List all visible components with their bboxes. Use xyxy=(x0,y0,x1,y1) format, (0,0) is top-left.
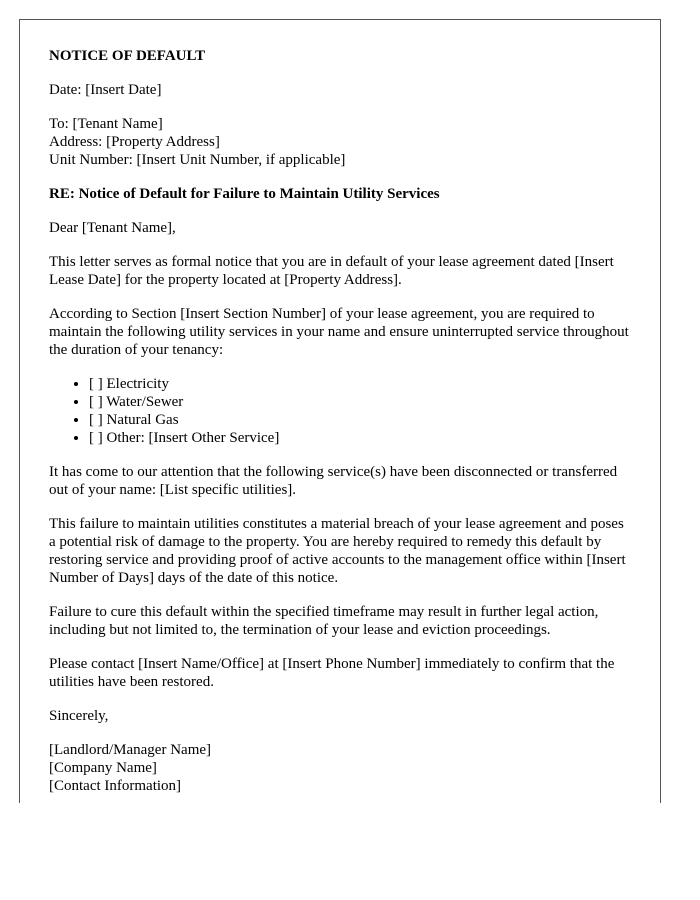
paragraph-breach: This failure to maintain utilities constitutes a material breach of your lease agreement and poses a potential risk of damage to the property. You are hereby required to remedy this default by restoring service and providing proof of active accounts to the management office within [Insert Number of Days] days of the date of this notice. xyxy=(49,516,626,586)
list-item: • [ ] Water/Sewer xyxy=(89,393,631,411)
closing: Sincerely, xyxy=(49,708,109,724)
recipient-block xyxy=(49,115,631,169)
list-item: • [ ] Electricity xyxy=(89,375,631,393)
salutation: Dear [Tenant Name], xyxy=(49,220,176,236)
paragraph-default: This letter serves as formal notice that you are in default of your lease agreement dated [Insert Lease Date] for the property located at [Property Address]. xyxy=(49,254,614,288)
signature-name: [Landlord/Manager Name] xyxy=(49,742,212,758)
utility-services-list xyxy=(49,375,631,447)
paragraph-attention: It has come to our attention that the following service(s) have been disconnected or transferred out of your name: [List specific utilities]. xyxy=(49,464,618,498)
subject-line: RE: Notice of Default for Failure to Maintain Utility Services xyxy=(49,186,440,202)
list-item: • [ ] Natural Gas xyxy=(89,411,631,429)
paragraph-failure: Failure to cure this default within the specified timeframe may result in further legal action, including but not limited to, the termination of your lease and eviction proceedings. xyxy=(49,604,599,638)
recipient-address: Address: [Property Address] xyxy=(49,134,220,150)
signature-contact: [Contact Information] xyxy=(49,778,182,794)
paragraph-contact: Please contact [Insert Name/Office] at [Insert Phone Number] immediately to confirm that the utilities have been restored. xyxy=(49,656,615,690)
list-item: • [ ] Other: [Insert Other Service] xyxy=(89,429,631,447)
document-title: NOTICE OF DEFAULT xyxy=(49,48,206,64)
date-line: Date: [Insert Date] xyxy=(49,82,162,98)
signature-company: [Company Name] xyxy=(49,760,157,776)
notice-document xyxy=(19,19,661,803)
recipient-unit: Unit Number: [Insert Unit Number, if applicable] xyxy=(49,152,346,168)
recipient-name: To: [Tenant Name] xyxy=(49,116,163,132)
signature-block xyxy=(49,741,631,795)
paragraph-section: According to Section [Insert Section Number] of your lease agreement, you are required to maintain the following utility services in your name and ensure uninterrupted service throughout the duration of your tenancy: xyxy=(49,306,629,358)
